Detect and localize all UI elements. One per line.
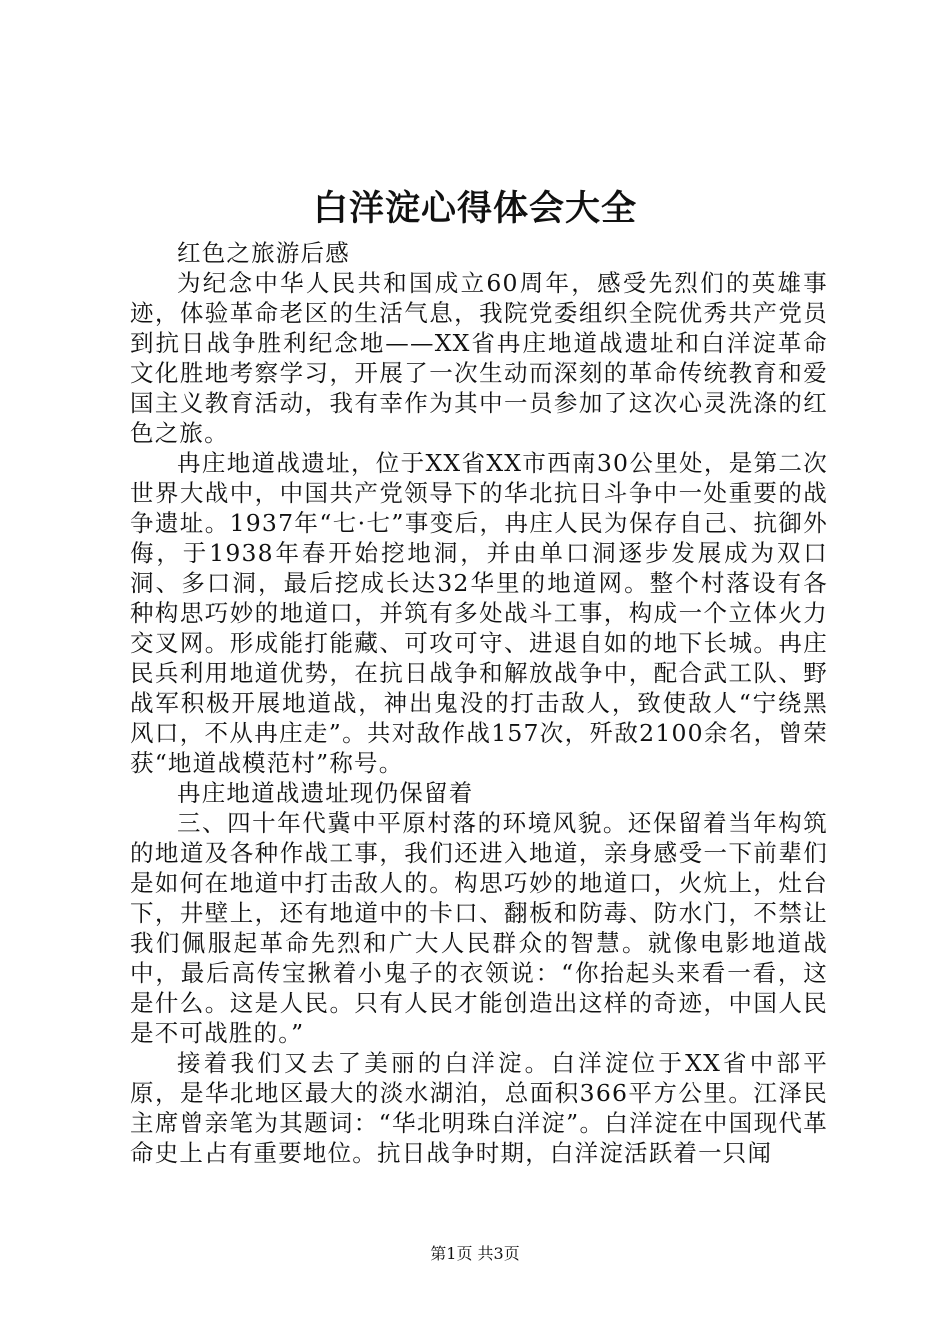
paragraph-baiyangdian: 接着我们又去了美丽的白洋淀。白洋淀位于XX省中部平原，是华北地区最大的淡水湖泊，总面积366平方公里。江泽民主席曾亲笔为其题词：“华北明珠白洋淀”。白洋淀在中国现代革命史上占有重要地位。抗日战争时期，白洋淀活跃着一只闻	[130, 1049, 828, 1167]
page-footer: 第1页 共3页	[430, 1244, 520, 1263]
document-title: 白洋淀心得体会大全	[312, 188, 637, 229]
paragraph-tunnels: 三、四十年代冀中平原村落的环境风貌。还保留着当年构筑的地道及各种作战工事，我们还进入地道，亲身感受一下前辈们是如何在地道中打击敌人的。构思巧妙的地道口，火炕上，灶台下，井壁上，还有地道中的卡口、翻板和防毒、防水门，不禁让我们佩服起革命先烈和广大人民群众的智慧。就像电影地道战中，最后高传宝揪着小鬼子的衣领说：“你抬起头来看一看，这是什么。这是人民。只有人民才能创造出这样的奇迹，中国人民是不可战胜的。”	[130, 809, 828, 1047]
document-body	[130, 238, 828, 1168]
paragraph-intro: 为纪念中华人民共和国成立60周年，感受先烈们的英雄事迹，体验革命老区的生活气息，我院党委组织全院优秀共产党员到抗日战争胜利纪念地——XX省冉庄地道战遗址和白洋淀革命文化胜地考察学习，开展了一次生动而深刻的革命传统教育和爱国主义教育活动，我有幸作为其中一员参加了这次心灵洗涤的红色之旅。	[130, 269, 828, 447]
paragraph-preserved: 冉庄地道战遗址现仍保留着	[177, 779, 474, 807]
paragraph-ranzhuang: 冉庄地道战遗址，位于XX省XX市西南30公里处，是第二次世界大战中，中国共产党领导下的华北抗日斗争中一处重要的战争遗址。1937年“七·七”事变后，冉庄人民为保存自己、抗御外侮，于1938年春开始挖地洞，并由单口洞逐步发展成为双口洞、多口洞，最后挖成长达32华里的地道网。整个村落设有各种构思巧妙的地道口，并筑有多处战斗工事，构成一个立体火力交叉网。形成能打能藏、可攻可守、进退自如的地下长城。冉庄民兵利用地道优势，在抗日战争和解放战争中，配合武工队、野战军积极开展地道战，神出鬼没的打击敌人，致使敌人“宁绕黑风口，不从冉庄走”。共对敌作战157次，歼敌2100余名，曾荣获“地道战模范村”称号。	[130, 449, 828, 777]
paragraph-subtitle: 红色之旅游后感	[177, 239, 350, 267]
